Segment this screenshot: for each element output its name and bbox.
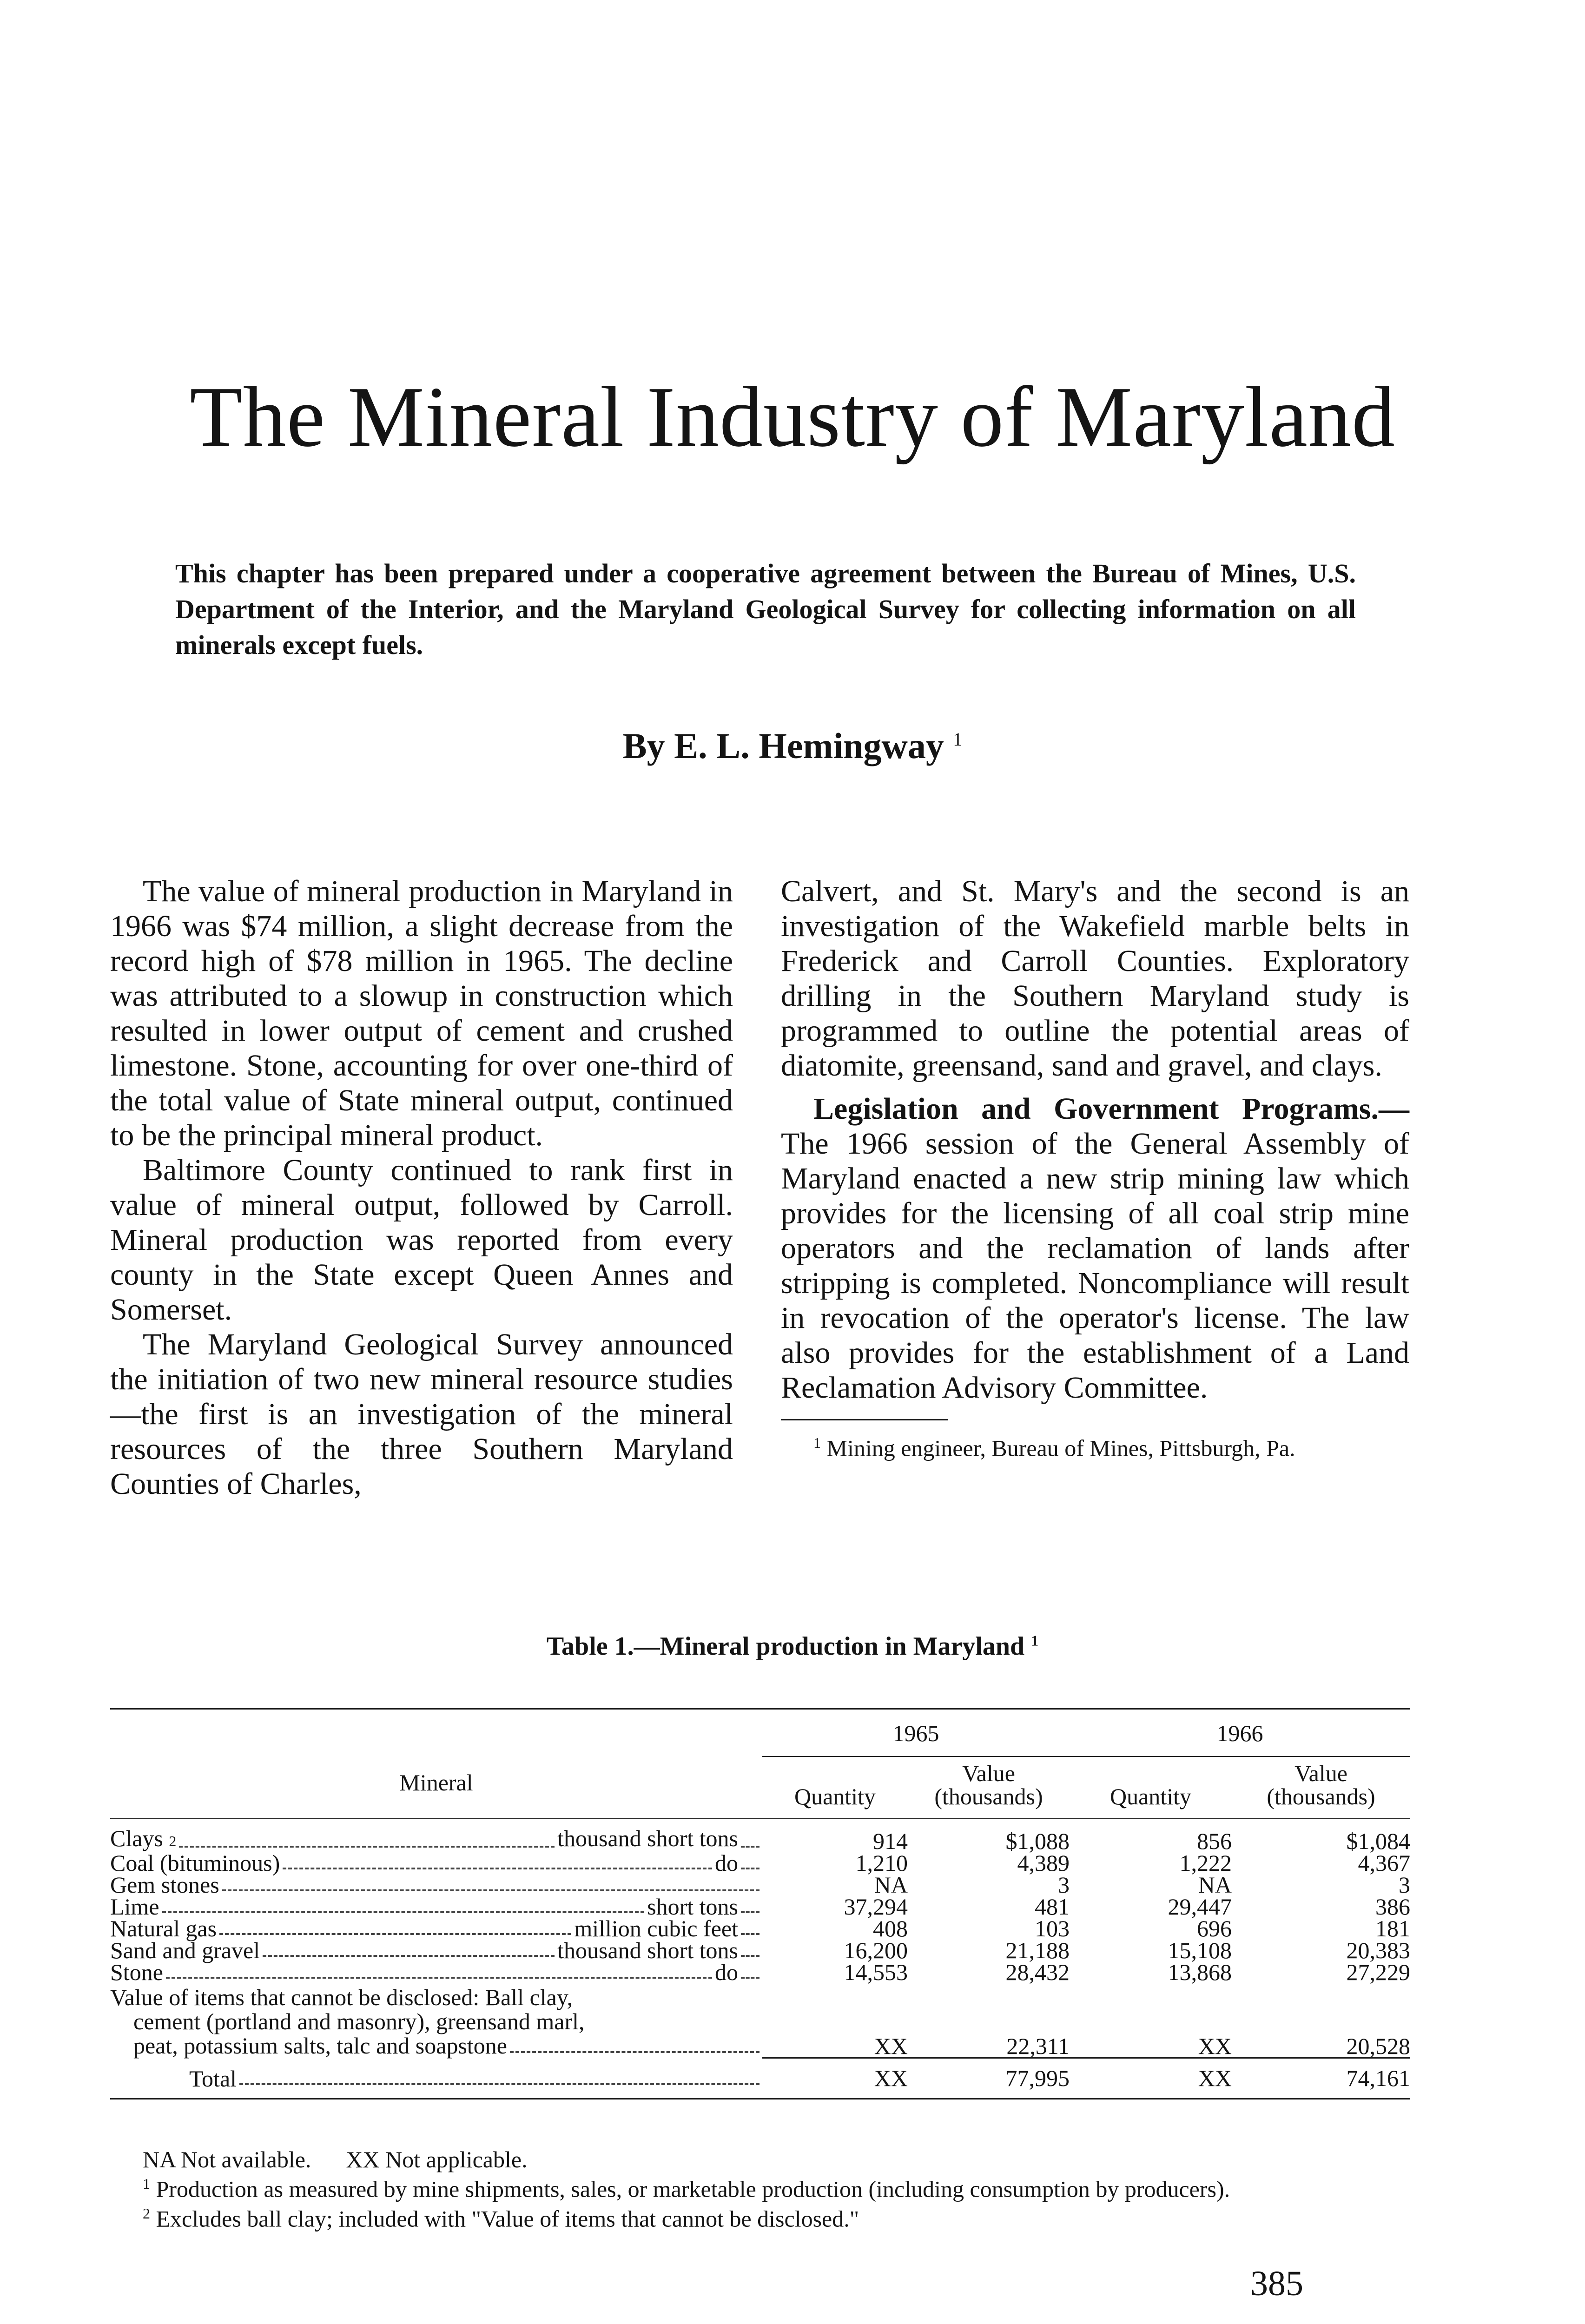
unit: do [715, 1850, 738, 1876]
cell-v66: 181 [1375, 1915, 1410, 1941]
dot-leader [222, 1889, 759, 1891]
dot-leader [741, 1955, 759, 1957]
cell-q65: 1,210 [855, 1850, 908, 1876]
mineral-name: Clays [110, 1825, 163, 1851]
cell-q66: 696 [1197, 1915, 1232, 1941]
cell-v65: 4,389 [1017, 1850, 1070, 1876]
paragraph-continuation: Calvert, and St. Mary's and the second is an investigation of the Wakefield marble belts in Frederick and Carroll Counties. Exploratory drilling in the Southern Maryland study is programmed to outline the potential areas of diatomite, greensand, sand and gravel, and clays. [781, 874, 1409, 1083]
header-line: (thousands) [934, 1783, 1043, 1809]
column-header-value [908, 1756, 1070, 1819]
mineral-name: Coal (bituminous) [110, 1850, 280, 1876]
dot-leader [510, 2051, 759, 2053]
cell-v66: 386 [1375, 1894, 1410, 1920]
table-row [110, 1961, 1410, 1983]
dot-leader [741, 1933, 759, 1935]
cell-q65: XX [874, 2033, 908, 2059]
cell-v65: 21,188 [1005, 1937, 1070, 1963]
column-header-mineral: Mineral [110, 1709, 762, 1819]
cell-v65: 28,432 [1005, 1959, 1070, 1985]
column-header-year: 1966 [1070, 1709, 1410, 1757]
cell-v66: 4,367 [1358, 1850, 1410, 1876]
table-row [110, 1874, 1410, 1896]
table-footnote [110, 2201, 1410, 2231]
section-heading: Legislation and Government Programs.— [813, 1092, 1409, 1126]
left-column [110, 874, 733, 1501]
cell-v65: 103 [1035, 1915, 1070, 1941]
footnote-ref: 1 [953, 729, 963, 750]
dot-leader [166, 1977, 712, 1979]
author-name: By E. L. Hemingway [622, 726, 944, 766]
label-line: cement (portland and masonry), greensand marl, [133, 2008, 585, 2034]
cell-v65: 77,995 [908, 2058, 1070, 2099]
cell-v66: 74,161 [1232, 2058, 1410, 2099]
cell-q65: 914 [873, 1828, 908, 1854]
mineral-cell [110, 1961, 762, 1983]
unit: do [715, 1959, 738, 1985]
cell-v65: 22,311 [1006, 2033, 1070, 2059]
cell-q65: 408 [873, 1915, 908, 1941]
cell-v65: $1,088 [1005, 1828, 1070, 1854]
abbreviation-note [110, 2147, 1410, 2172]
table-row [110, 1896, 1410, 1918]
mineral-name: Natural gas [110, 1915, 217, 1941]
total-label [110, 2058, 762, 2099]
label: Total [189, 2066, 237, 2092]
table-title-text: Table 1.—Mineral production in Maryland [546, 1632, 1025, 1661]
table-row [110, 1819, 1410, 1852]
dot-leader [741, 1846, 759, 1848]
mineral-name: Gem stones [110, 1872, 219, 1898]
mineral-cell [110, 1819, 762, 1852]
column-header-value [1232, 1756, 1410, 1819]
header-line: Value [962, 1760, 1015, 1786]
page-number: 385 [1250, 2264, 1303, 2303]
cell-v66: 3 [1399, 1872, 1410, 1898]
undisclosed-label [110, 1983, 762, 2058]
mineral-name: Stone [110, 1959, 163, 1985]
unit: short tons [647, 1894, 738, 1920]
cell-q66: 13,868 [1168, 1959, 1232, 1985]
cell-q65: 16,200 [844, 1937, 908, 1963]
table-footnote [110, 2172, 1410, 2201]
cell-q66: XX [1070, 2058, 1232, 2099]
cell-q65: 14,553 [844, 1959, 908, 1985]
cell-v66: 20,528 [1346, 2033, 1410, 2059]
dot-leader [283, 1868, 712, 1869]
chapter-title: The Mineral Industry of Maryland [190, 369, 1395, 465]
dot-leader [162, 1911, 645, 1913]
chapter-intro-note: This chapter has been prepared under a cooperative agreement between the Bureau of Mines, U.S. Department of the Interior, and the Maryland Geological Survey for collecting information on all minerals except fuels. [175, 558, 1356, 660]
footnote-text: Mining engineer, Bureau of Mines, Pittsburgh, Pa. [826, 1435, 1295, 1461]
cell-v66: $1,084 [1346, 1828, 1410, 1854]
mineral-cell [110, 1896, 762, 1918]
footnote-mark: 2 [143, 2205, 150, 2222]
note-xx: XX Not applicable. [346, 2146, 528, 2172]
footnote-text: Production as measured by mine shipments, sales, or marketable production (including consumption by producers). [156, 2176, 1230, 2202]
paragraph-text: The 1966 session of the General Assembly of Maryland enacted a new strip mining law which provides for the licensing of all coal strip mine operators and the reclamation of lands after stripping is completed. Noncompliance will result in revocation of the operator's license. The law also provides for the establishment of a Land Reclamation Advisory Committee. [781, 1127, 1409, 1405]
table-row [110, 1940, 1410, 1961]
cell-q66: 15,108 [1168, 1937, 1232, 1963]
note-na: NA Not available. [143, 2146, 311, 2172]
cell-q65: XX [762, 2058, 908, 2099]
mineral-name: Lime [110, 1894, 159, 1920]
paragraph: The value of mineral production in Maryland in 1966 was $74 million, a slight decrease from the record high of $78 million in 1965. The decline was attributed to a slowup in construction which resulted in lower output of cement and crushed limestone. Stone, accounting for over one-third of the total value of State mineral output, continued to be the principal mineral product. [110, 874, 733, 1152]
cell-q65: NA [874, 1872, 908, 1898]
footnote-ref: 1 [1031, 1632, 1039, 1649]
footnote-text: Excludes ball clay; included with "Value of items that cannot be disclosed." [156, 2205, 859, 2232]
column-header-quantity: Quantity [1110, 1783, 1191, 1809]
column-header-quantity: Quantity [794, 1783, 876, 1809]
label-line: peat, potassium salts, talc and soapstone [133, 2033, 508, 2059]
dot-leader [263, 1955, 555, 1957]
cell-v65: 3 [1058, 1872, 1070, 1898]
footnote [781, 1430, 1409, 1461]
footnote-divider [781, 1419, 948, 1420]
mineral-cell [110, 1874, 762, 1896]
paragraph: Baltimore County continued to rank first in value of mineral output, followed by Carroll. Mineral production was reported from every county in the State except Queen Annes and Somerset. [110, 1153, 733, 1327]
dot-leader [219, 1933, 571, 1935]
cell-q66: 1,222 [1179, 1850, 1232, 1876]
right-column [781, 874, 1409, 1461]
cell-q66: NA [1198, 1872, 1232, 1898]
mineral-cell [110, 1915, 762, 1941]
paragraph: The Maryland Geological Survey announced the initiation of two new mineral resource studies—the first is an investigation of the mineral resources of the three Southern Maryland Counties of Charles, [110, 1327, 733, 1501]
cell-v65: 481 [1035, 1894, 1070, 1920]
mineral-cell [110, 1852, 762, 1874]
dot-leader [179, 1846, 555, 1848]
footnote-mark: 1 [813, 1434, 821, 1451]
dot-leader [239, 2083, 759, 2085]
author-byline [0, 725, 1585, 767]
header-line: (thousands) [1267, 1783, 1375, 1809]
cell-q66: XX [1198, 2033, 1232, 2059]
cell-q65: 37,294 [844, 1894, 908, 1920]
table-notes [110, 2147, 1410, 2231]
cell-q66: 29,447 [1168, 1894, 1232, 1920]
unit: million cubic feet [574, 1915, 738, 1941]
dot-leader [741, 1911, 759, 1913]
cell-q66: 856 [1197, 1828, 1232, 1854]
footnote-mark: 1 [143, 2175, 150, 2192]
mineral-cell [110, 1937, 762, 1963]
unit: thousand short tons [557, 1937, 738, 1963]
dot-leader [741, 1977, 759, 1979]
label-line: Value of items that cannot be disclosed: Ball clay, [110, 1984, 573, 2010]
column-header-year: 1965 [762, 1709, 1070, 1757]
unit: thousand short tons [557, 1825, 738, 1851]
table-row [110, 1852, 1410, 1874]
table-row [110, 1918, 1410, 1940]
footnote-ref: 2 [169, 1833, 177, 1849]
table-title [0, 1631, 1585, 1661]
cell-v66: 27,229 [1346, 1959, 1410, 1985]
cell-v66: 20,383 [1346, 1937, 1410, 1963]
mineral-name: Sand and gravel [110, 1937, 260, 1963]
paragraph [781, 1091, 1409, 1405]
dot-leader [741, 1868, 759, 1869]
header-line: Value [1294, 1760, 1347, 1786]
mineral-production-table [110, 1708, 1410, 2100]
